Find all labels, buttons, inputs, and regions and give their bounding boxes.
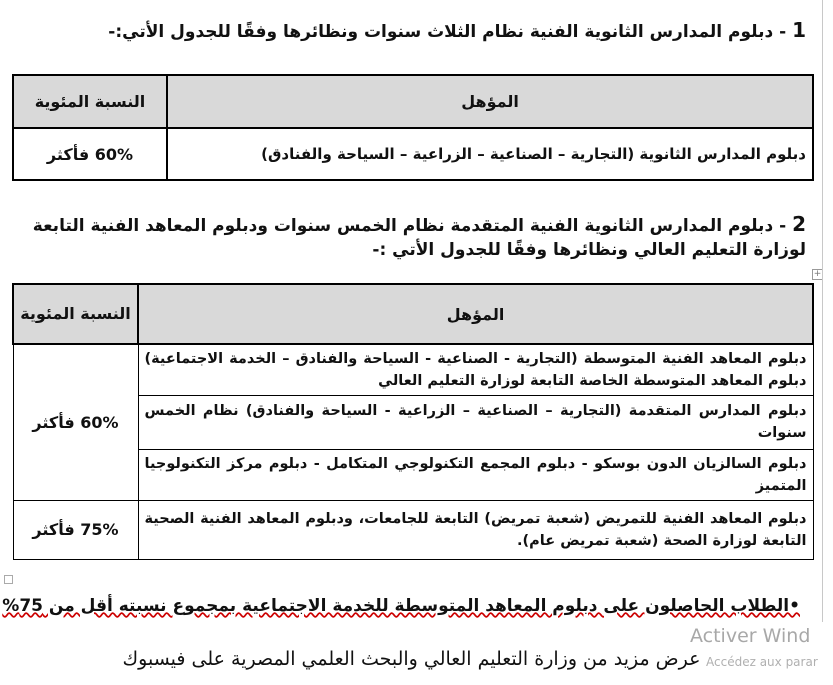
activation-watermark-subtitle: Accédez aux parar	[706, 655, 818, 669]
table2-group-percentage-cell: 60% فأكثر	[13, 344, 138, 500]
table-row	[13, 344, 813, 395]
table-row	[13, 500, 813, 559]
table1-header-percentage: النسبة المئوية	[13, 75, 167, 128]
section2-heading	[1, 212, 806, 262]
bullet-paragraph: •الطلاب الحاصلون على دبلوم المعاهد المتوسطة للخدمة الاجتماعية بمجموع نسبته أقل من 75%	[2, 596, 800, 616]
section1-number: 1	[792, 18, 806, 42]
table1-qualification-cell: دبلوم المدارس الثانوية (التجارية – الصناعية – الزراعية – السياحة والفنادق)	[167, 128, 813, 180]
table-move-handle-icon[interactable]: +	[813, 269, 822, 279]
image-caption: عرض مزيد من وزارة التعليم العالي والبحث العلمي المصرية على فيسبوك	[122, 648, 701, 670]
table2-qualification-cell: دبلوم المدارس المتقدمة (التجارية – الصناعية – الزراعية - السياحة والفنادق) نظام الخمس سنوات	[138, 395, 813, 449]
page-edge	[822, 0, 823, 622]
table2-qualification-cell: دبلوم المعاهد الفنية المتوسطة (التجارية - الصناعية - السياحة والفنادق – الخدمة الاجتماعية) دبلوم المعاهد المتوسطة الخاصة التابعة لوزارة التعليم العالي	[138, 344, 813, 395]
section2-heading-line2: لوزارة التعليم العالي ونظائرها وفقًا للجدول الأتي :-	[372, 240, 806, 260]
table1-header-qualification: المؤهل	[167, 75, 813, 128]
table2-header-percentage: النسبة المئوية	[13, 284, 138, 344]
section1-heading	[6, 18, 806, 44]
table2-qualification-cell: دبلوم المعاهد الفنية للتمريض (شعبة تمريض) التابعة للجامعات، ودبلوم المعاهد الفنية الصحية التابعة لوزارة الصحة (شعبة تمريض عام).	[138, 500, 813, 559]
table2-qualification-cell: دبلوم السالزيان الدون بوسكو - دبلوم المجمع التكنولوجي المتكامل - دبلوم مركز التكنولوجيا المتميز	[138, 449, 813, 500]
table1-percentage-cell: 60% فأكثر	[13, 128, 167, 180]
section2-number: 2	[792, 212, 806, 236]
section1-heading-text: - دبلوم المدارس الثانوية الفنية نظام الثلاث سنوات ونظائرها وفقًا للجدول الأتي:-	[108, 22, 787, 42]
table-resize-handle-icon[interactable]	[4, 575, 13, 584]
section2-heading-line1: - دبلوم المدارس الثانوية الفنية المتقدمة نظام الخمس سنوات ودبلوم المعاهد الفنية التابعة	[32, 216, 787, 236]
activation-watermark-title: Activer Wind	[690, 625, 811, 647]
table-row	[13, 128, 813, 180]
table2-nursing-percentage-cell: 75% فأكثر	[13, 500, 138, 559]
table-section1	[12, 74, 814, 181]
table-section2	[12, 283, 814, 560]
table2-header-qualification: المؤهل	[138, 284, 813, 344]
